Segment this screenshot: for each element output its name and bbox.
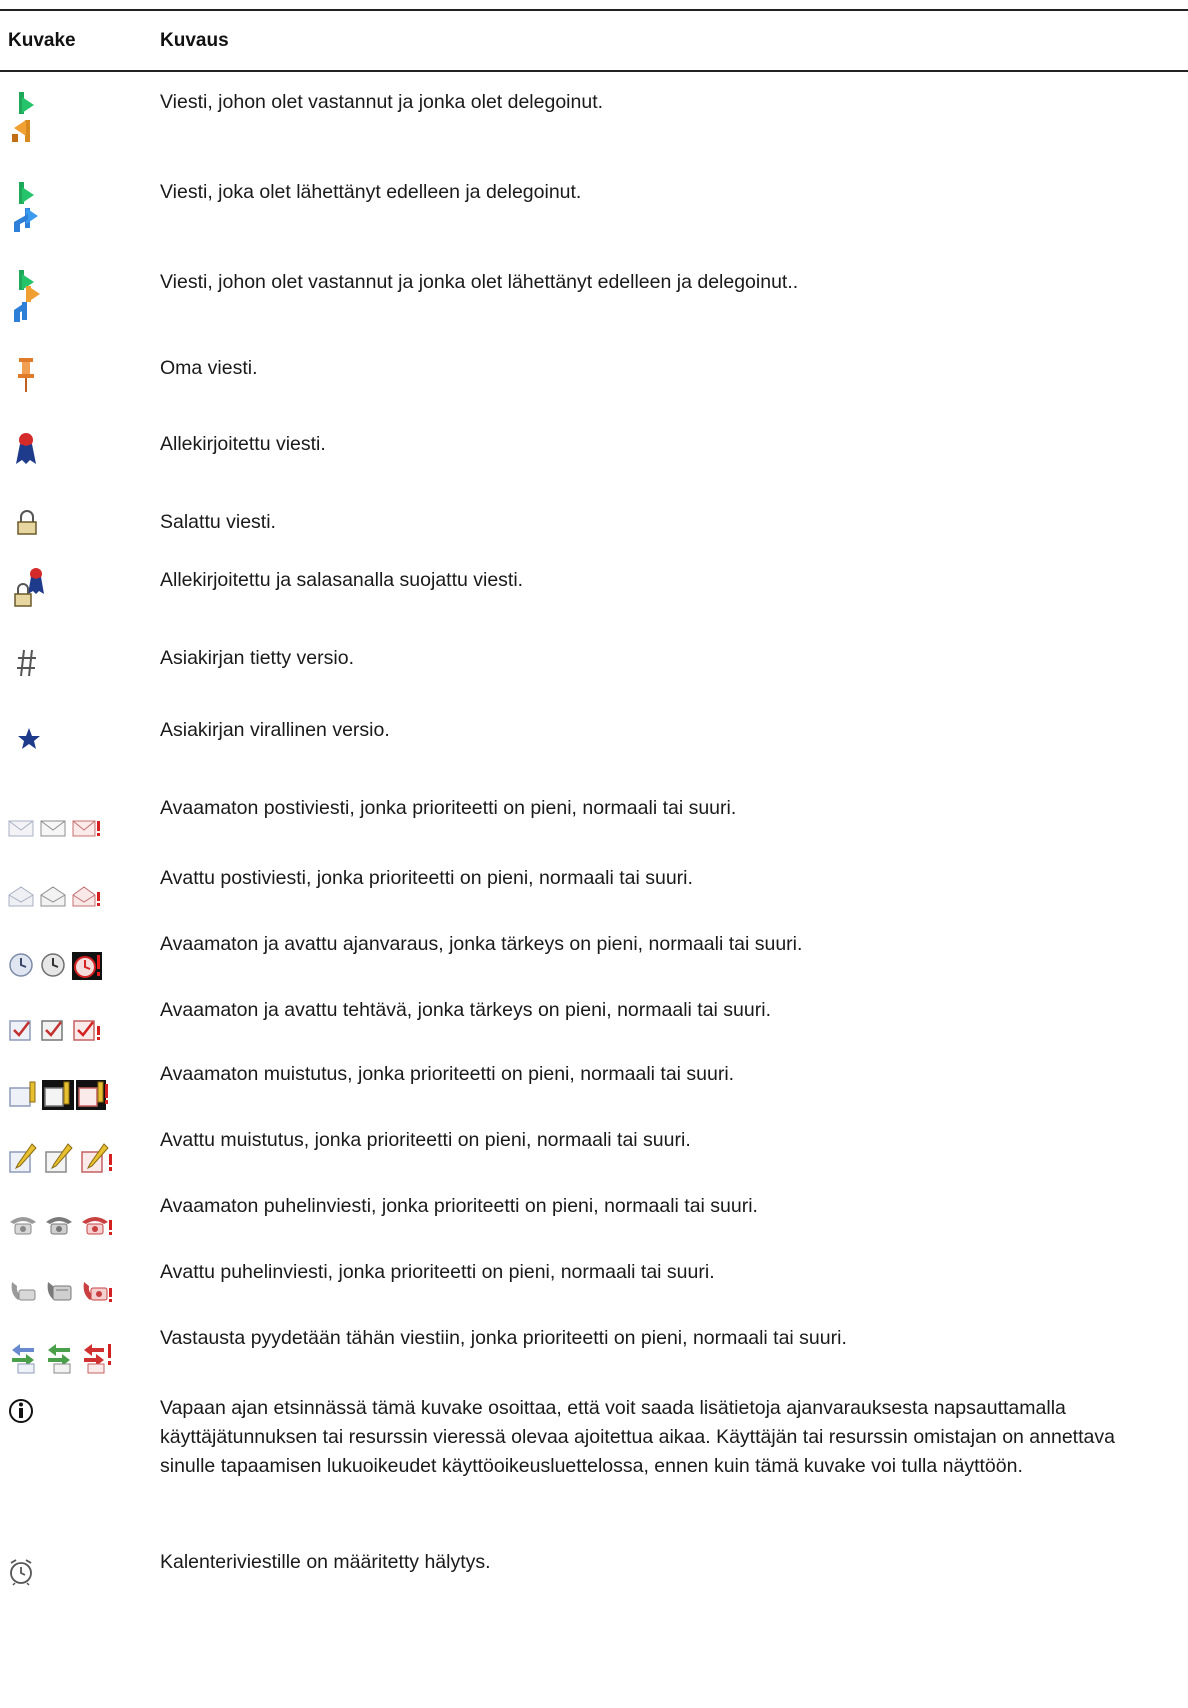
- pushpin-icon: [8, 354, 36, 394]
- reply-requested-low-icon: [8, 1342, 38, 1374]
- open-envelope-low-icon: [8, 886, 34, 908]
- checkbox-high-icon: [72, 1018, 102, 1042]
- forwarded-delegated-icon: [8, 178, 42, 236]
- row-description: Viesti, johon olet vastannut ja jonka olet delegoinut.: [160, 91, 604, 113]
- row-description: Avaamaton ja avattu tehtävä, jonka tärkeys on pieni, normaali tai suuri.: [160, 999, 771, 1021]
- row-description: Vapaan ajan etsinnässä tämä kuvake osoittaa, että voit saada lisätietoja ajanvarauksesta napsauttamalla käyttäjätunnuksen tai resurssin vieressä olevaa ajoitettua aikaa. Käyttäjän tai resurssin omistajan on annettava sinulle tapaamisen lukuoikeudet käyttöoikeusluettelossa, ennen kuin tämä kuvake voi tulla näyttöön.: [160, 1397, 1115, 1477]
- checkbox-low-icon: [8, 1018, 34, 1042]
- note-normal-icon: [42, 1078, 74, 1110]
- phone-open-low-icon: [8, 1278, 38, 1304]
- row-description: Avaamaton postiviesti, jonka prioriteetti on pieni, normaali tai suuri.: [160, 797, 737, 819]
- open-envelope-high-icon: [72, 886, 102, 908]
- note-high-icon: [76, 1078, 110, 1110]
- header-rule: [0, 70, 1188, 72]
- row-description: Allekirjoitettu ja salasanalla suojattu viesti.: [160, 569, 524, 591]
- open-envelope-normal-icon: [40, 886, 66, 908]
- row-description: Viesti, joka olet lähettänyt edelleen ja delegoinut.: [160, 181, 582, 203]
- row-description: Vastausta pyydetään tähän viestiin, jonka prioriteetti on pieni, normaali tai suuri.: [160, 1327, 847, 1349]
- envelope-low-icon: [8, 818, 34, 838]
- phone-open-normal-icon: [44, 1278, 74, 1304]
- clock-low-icon: [8, 952, 34, 978]
- row-description: Allekirjoitettu viesti.: [160, 433, 326, 455]
- pencil-note-normal-icon: [44, 1142, 74, 1174]
- forward-reply-delegated-icon: [8, 88, 42, 146]
- phone-low-icon: [8, 1214, 38, 1236]
- note-low-icon: [8, 1078, 40, 1110]
- lock-ribbon-icon: [8, 566, 46, 608]
- pencil-note-high-icon: [80, 1142, 114, 1174]
- row-description: Avattu postiviesti, jonka prioriteetti on pieni, normaali tai suuri.: [160, 867, 693, 889]
- hash-icon: [8, 644, 38, 680]
- checkbox-normal-icon: [40, 1018, 66, 1042]
- phone-open-high-icon: [80, 1278, 114, 1304]
- alarm-clock-icon: [8, 1558, 34, 1586]
- info-icon: [8, 1398, 34, 1424]
- star-icon: [8, 716, 42, 752]
- envelope-normal-icon: [40, 818, 66, 838]
- row-description: Kalenteriviestille on määritetty hälytys.: [160, 1551, 491, 1573]
- row-description: Avaamaton puhelinviesti, jonka prioriteetti on pieni, normaali tai suuri.: [160, 1195, 758, 1217]
- table-top-rule: [0, 9, 1188, 11]
- row-description: Avattu puhelinviesti, jonka prioriteetti on pieni, normaali tai suuri.: [160, 1261, 715, 1283]
- reply-requested-normal-icon: [44, 1342, 74, 1374]
- replied-forwarded-delegated-icon: [8, 268, 42, 326]
- row-description: Salattu viesti.: [160, 511, 276, 533]
- row-description: Asiakirjan tietty versio.: [160, 647, 354, 669]
- ribbon-seal-icon: [8, 430, 38, 466]
- phone-high-icon: [80, 1214, 114, 1238]
- row-description: Avaamaton ja avattu ajanvaraus, jonka tärkeys on pieni, normaali tai suuri.: [160, 933, 803, 955]
- column-header-icon: Kuvake: [8, 30, 76, 51]
- row-description: Asiakirjan virallinen versio.: [160, 719, 390, 741]
- row-description: Viesti, johon olet vastannut ja jonka olet lähettänyt edelleen ja delegoinut..: [160, 271, 799, 293]
- column-header-description: Kuvaus: [160, 30, 229, 51]
- clock-high-icon: [72, 952, 102, 980]
- lock-icon: [8, 508, 38, 538]
- reply-requested-high-icon: [80, 1342, 114, 1374]
- pencil-note-low-icon: [8, 1142, 38, 1174]
- row-description: Avaamaton muistutus, jonka prioriteetti on pieni, normaali tai suuri.: [160, 1063, 735, 1085]
- row-description: Avattu muistutus, jonka prioriteetti on pieni, normaali tai suuri.: [160, 1129, 691, 1151]
- clock-normal-icon: [40, 952, 66, 978]
- phone-normal-icon: [44, 1214, 74, 1236]
- envelope-high-icon: [72, 818, 102, 838]
- row-description: Oma viesti.: [160, 357, 258, 379]
